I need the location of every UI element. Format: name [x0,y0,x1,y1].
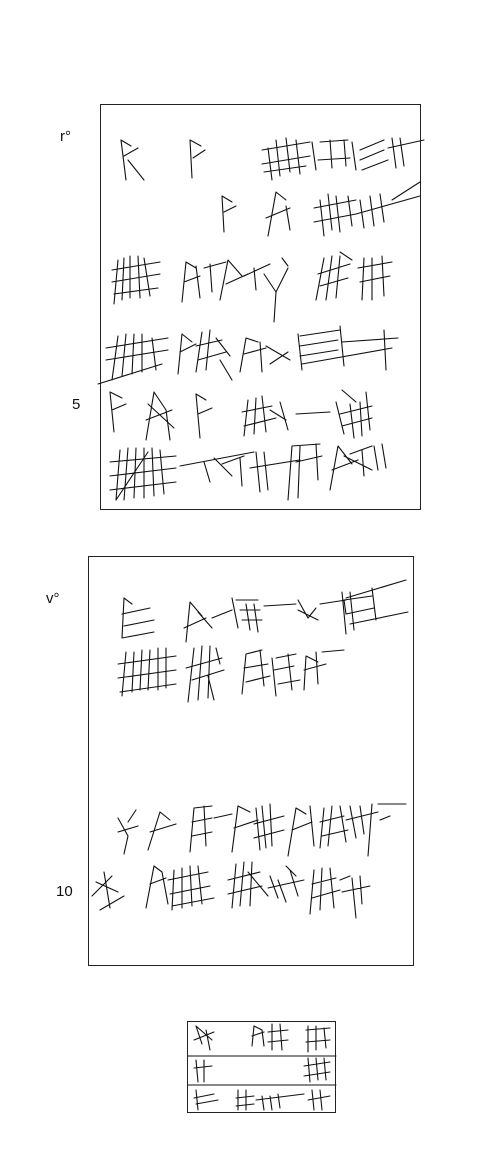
recto-line-2 [222,182,420,236]
recto-line-4 [98,326,398,384]
verso-line-9 [118,804,406,856]
verso-line-number-label: 10 [56,883,73,900]
seal-impression-drawing [188,1024,336,1110]
recto-line-5 [110,390,372,440]
verso-line-7 [122,580,408,642]
recto-line-3 [112,252,392,322]
recto-line-1 [121,138,424,180]
verso-line-10 [92,862,370,918]
verso-side-label: v° [46,590,60,607]
recto-line-6 [110,444,386,500]
recto-side-label: r° [60,128,71,145]
recto-line-number-label: 5 [72,396,81,413]
verso-line-8 [118,646,344,702]
